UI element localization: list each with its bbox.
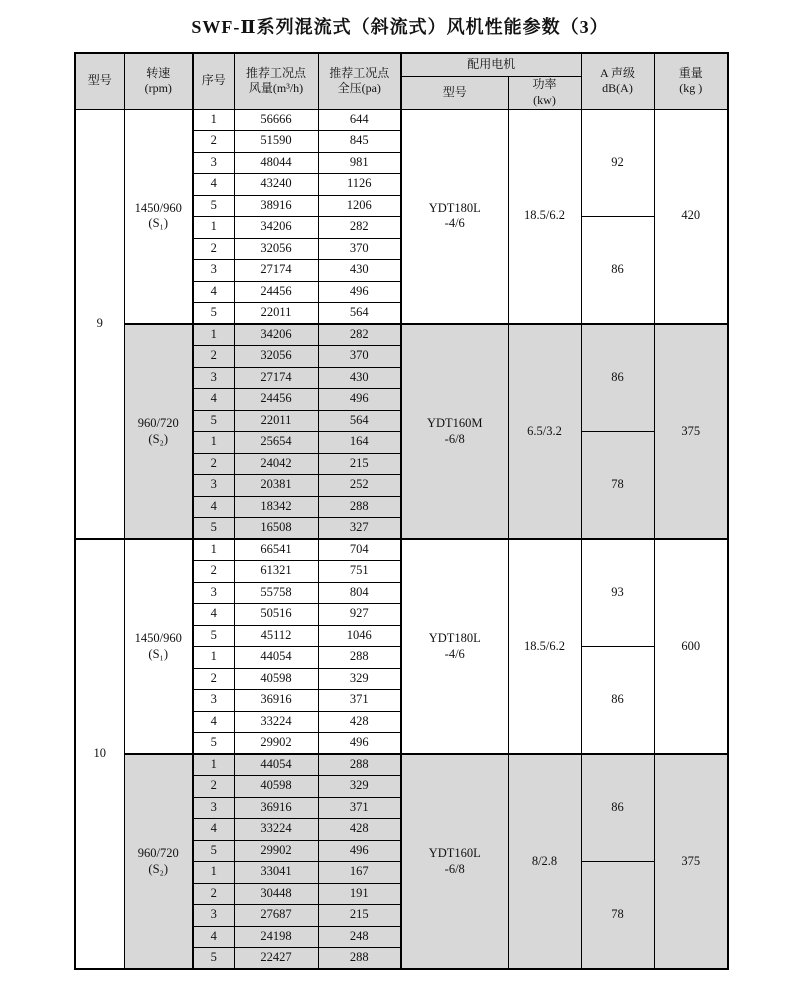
cell-seq: 1 [193, 754, 234, 776]
cell-pressure: 248 [318, 926, 401, 948]
cell-flow: 24456 [234, 389, 318, 411]
cell-pressure: 288 [318, 496, 401, 518]
cell-power: 8/2.8 [508, 754, 581, 969]
cell-noise-level: 86 [581, 647, 654, 755]
cell-noise-level: 86 [581, 324, 654, 432]
cell-seq: 3 [193, 367, 234, 389]
cell-noise-level: 93 [581, 539, 654, 647]
cell-weight: 600 [654, 539, 728, 754]
cell-weight: 375 [654, 754, 728, 969]
cell-weight: 375 [654, 324, 728, 539]
cell-power: 18.5/6.2 [508, 109, 581, 324]
cell-pressure: 496 [318, 733, 401, 755]
cell-pressure: 845 [318, 131, 401, 153]
cell-flow: 29902 [234, 840, 318, 862]
cell-pressure: 751 [318, 561, 401, 583]
header-power-line1: 功率 [532, 76, 557, 91]
table-body [75, 109, 728, 969]
cell-pressure: 327 [318, 518, 401, 540]
cell-seq: 4 [193, 604, 234, 626]
header-motor-group: 配用电机 [401, 53, 581, 76]
header-power-line2: (kw) [533, 92, 556, 107]
cell-seq: 2 [193, 668, 234, 690]
cell-flow: 16508 [234, 518, 318, 540]
header-flow-line2: 风量(m³/h) [248, 81, 304, 96]
cell-power: 18.5/6.2 [508, 539, 581, 754]
cell-pressure: 370 [318, 346, 401, 368]
cell-noise-level: 86 [581, 217, 654, 325]
cell-seq: 5 [193, 303, 234, 325]
cell-pressure: 329 [318, 776, 401, 798]
cell-pressure: 1046 [318, 625, 401, 647]
cell-flow: 27687 [234, 905, 318, 927]
cell-seq: 4 [193, 174, 234, 196]
cell-seq: 4 [193, 389, 234, 411]
header-flow [234, 53, 318, 109]
table-header [75, 53, 728, 109]
header-power [508, 76, 581, 109]
cell-seq: 2 [193, 131, 234, 153]
cell-flow: 66541 [234, 539, 318, 561]
cell-flow: 22427 [234, 948, 318, 970]
cell-pressure: 496 [318, 840, 401, 862]
cell-flow: 44054 [234, 754, 318, 776]
cell-flow: 40598 [234, 668, 318, 690]
header-noise-line1: A 声级 [600, 65, 636, 80]
cell-pressure: 564 [318, 303, 401, 325]
header-model: 型号 [75, 53, 124, 109]
cell-seq: 2 [193, 561, 234, 583]
cell-flow: 40598 [234, 776, 318, 798]
header-pressure-line1: 推荐工况点 [329, 65, 390, 80]
cell-pressure: 704 [318, 539, 401, 561]
cell-speed: 960/720 (S₂) [124, 324, 193, 539]
cell-flow: 36916 [234, 797, 318, 819]
cell-seq: 1 [193, 109, 234, 131]
cell-seq: 1 [193, 539, 234, 561]
cell-pressure: 644 [318, 109, 401, 131]
cell-pressure: 191 [318, 883, 401, 905]
cell-seq: 2 [193, 346, 234, 368]
cell-pressure: 282 [318, 217, 401, 239]
cell-seq: 3 [193, 797, 234, 819]
cell-flow: 33041 [234, 862, 318, 884]
cell-pressure: 288 [318, 647, 401, 669]
cell-pressure: 371 [318, 690, 401, 712]
cell-flow: 25654 [234, 432, 318, 454]
cell-flow: 43240 [234, 174, 318, 196]
cell-flow: 27174 [234, 260, 318, 282]
cell-pressure: 981 [318, 152, 401, 174]
cell-seq: 4 [193, 711, 234, 733]
cell-motor-model: YDT180L -4/6 [401, 539, 508, 754]
cell-flow: 44054 [234, 647, 318, 669]
cell-seq: 3 [193, 475, 234, 497]
cell-seq: 1 [193, 647, 234, 669]
cell-seq: 5 [193, 410, 234, 432]
header-speed-line1: 转速 [146, 65, 171, 80]
table-row [75, 754, 728, 776]
cell-seq: 5 [193, 840, 234, 862]
cell-seq: 3 [193, 690, 234, 712]
cell-pressure: 371 [318, 797, 401, 819]
header-weight-line1: 重量 [678, 65, 703, 80]
header-noise-line2: dB(A) [602, 81, 633, 96]
cell-pressure: 252 [318, 475, 401, 497]
cell-seq: 5 [193, 733, 234, 755]
cell-pressure: 288 [318, 754, 401, 776]
cell-seq: 3 [193, 260, 234, 282]
cell-motor-model: YDT160M -6/8 [401, 324, 508, 539]
cell-flow: 50516 [234, 604, 318, 626]
header-noise [581, 53, 654, 109]
cell-pressure: 496 [318, 389, 401, 411]
cell-pressure: 215 [318, 905, 401, 927]
cell-pressure: 164 [318, 432, 401, 454]
cell-seq: 3 [193, 152, 234, 174]
page-title: SWF-Ⅱ系列混流式（斜流式）风机性能参数（3） [191, 17, 609, 37]
table-row [75, 324, 728, 346]
cell-seq: 1 [193, 432, 234, 454]
cell-seq: 1 [193, 862, 234, 884]
cell-pressure: 430 [318, 367, 401, 389]
cell-seq: 5 [193, 948, 234, 970]
cell-flow: 36916 [234, 690, 318, 712]
cell-flow: 33224 [234, 819, 318, 841]
cell-speed: 1450/960 (S₁) [124, 109, 193, 324]
cell-flow: 22011 [234, 410, 318, 432]
cell-pressure: 215 [318, 453, 401, 475]
cell-speed: 1450/960 (S₁) [124, 539, 193, 754]
cell-noise-level: 92 [581, 109, 654, 217]
cell-flow: 32056 [234, 238, 318, 260]
cell-model-number: 9 [75, 109, 124, 539]
cell-flow: 33224 [234, 711, 318, 733]
cell-flow: 27174 [234, 367, 318, 389]
cell-seq: 4 [193, 281, 234, 303]
cell-flow: 61321 [234, 561, 318, 583]
cell-seq: 2 [193, 453, 234, 475]
cell-pressure: 428 [318, 819, 401, 841]
cell-flow: 34206 [234, 217, 318, 239]
fan-performance-table [74, 52, 729, 970]
cell-pressure: 1206 [318, 195, 401, 217]
header-seq: 序号 [193, 53, 234, 109]
cell-pressure: 428 [318, 711, 401, 733]
cell-flow: 48044 [234, 152, 318, 174]
cell-flow: 20381 [234, 475, 318, 497]
cell-pressure: 430 [318, 260, 401, 282]
cell-seq: 2 [193, 238, 234, 260]
cell-motor-model: YDT160L -6/8 [401, 754, 508, 969]
header-pressure-line2: 全压(pa) [337, 81, 381, 96]
cell-seq: 5 [193, 518, 234, 540]
cell-pressure: 804 [318, 582, 401, 604]
cell-flow: 18342 [234, 496, 318, 518]
table-row [75, 539, 728, 561]
header-motor-model: 型号 [401, 76, 508, 109]
cell-flow: 55758 [234, 582, 318, 604]
cell-flow: 29902 [234, 733, 318, 755]
cell-seq: 4 [193, 926, 234, 948]
cell-pressure: 370 [318, 238, 401, 260]
cell-seq: 1 [193, 217, 234, 239]
cell-model-number: 10 [75, 539, 124, 969]
cell-pressure: 564 [318, 410, 401, 432]
cell-seq: 4 [193, 496, 234, 518]
cell-flow: 32056 [234, 346, 318, 368]
cell-seq: 3 [193, 905, 234, 927]
cell-pressure: 1126 [318, 174, 401, 196]
header-pressure [318, 53, 401, 109]
cell-flow: 24198 [234, 926, 318, 948]
table-row [75, 109, 728, 131]
cell-flow: 38916 [234, 195, 318, 217]
cell-motor-model: YDT180L -4/6 [401, 109, 508, 324]
cell-pressure: 167 [318, 862, 401, 884]
cell-seq: 5 [193, 195, 234, 217]
cell-flow: 22011 [234, 303, 318, 325]
cell-seq: 4 [193, 819, 234, 841]
cell-flow: 24042 [234, 453, 318, 475]
cell-seq: 3 [193, 582, 234, 604]
header-speed [124, 53, 193, 109]
cell-seq: 5 [193, 625, 234, 647]
cell-pressure: 496 [318, 281, 401, 303]
header-weight [654, 53, 728, 109]
cell-noise-level: 86 [581, 754, 654, 862]
header-flow-line1: 推荐工况点 [245, 65, 306, 80]
cell-noise-level: 78 [581, 862, 654, 970]
cell-flow: 30448 [234, 883, 318, 905]
cell-speed: 960/720 (S₂) [124, 754, 193, 969]
cell-flow: 45112 [234, 625, 318, 647]
cell-pressure: 288 [318, 948, 401, 970]
cell-pressure: 282 [318, 324, 401, 346]
cell-seq: 2 [193, 883, 234, 905]
cell-seq: 2 [193, 776, 234, 798]
header-weight-line2: (kg ) [679, 81, 703, 96]
cell-noise-level: 78 [581, 432, 654, 540]
cell-flow: 24456 [234, 281, 318, 303]
cell-flow: 34206 [234, 324, 318, 346]
cell-pressure: 329 [318, 668, 401, 690]
cell-power: 6.5/3.2 [508, 324, 581, 539]
cell-seq: 1 [193, 324, 234, 346]
cell-pressure: 927 [318, 604, 401, 626]
cell-flow: 56666 [234, 109, 318, 131]
cell-flow: 51590 [234, 131, 318, 153]
header-speed-line2: (rpm) [144, 81, 172, 96]
cell-weight: 420 [654, 109, 728, 324]
